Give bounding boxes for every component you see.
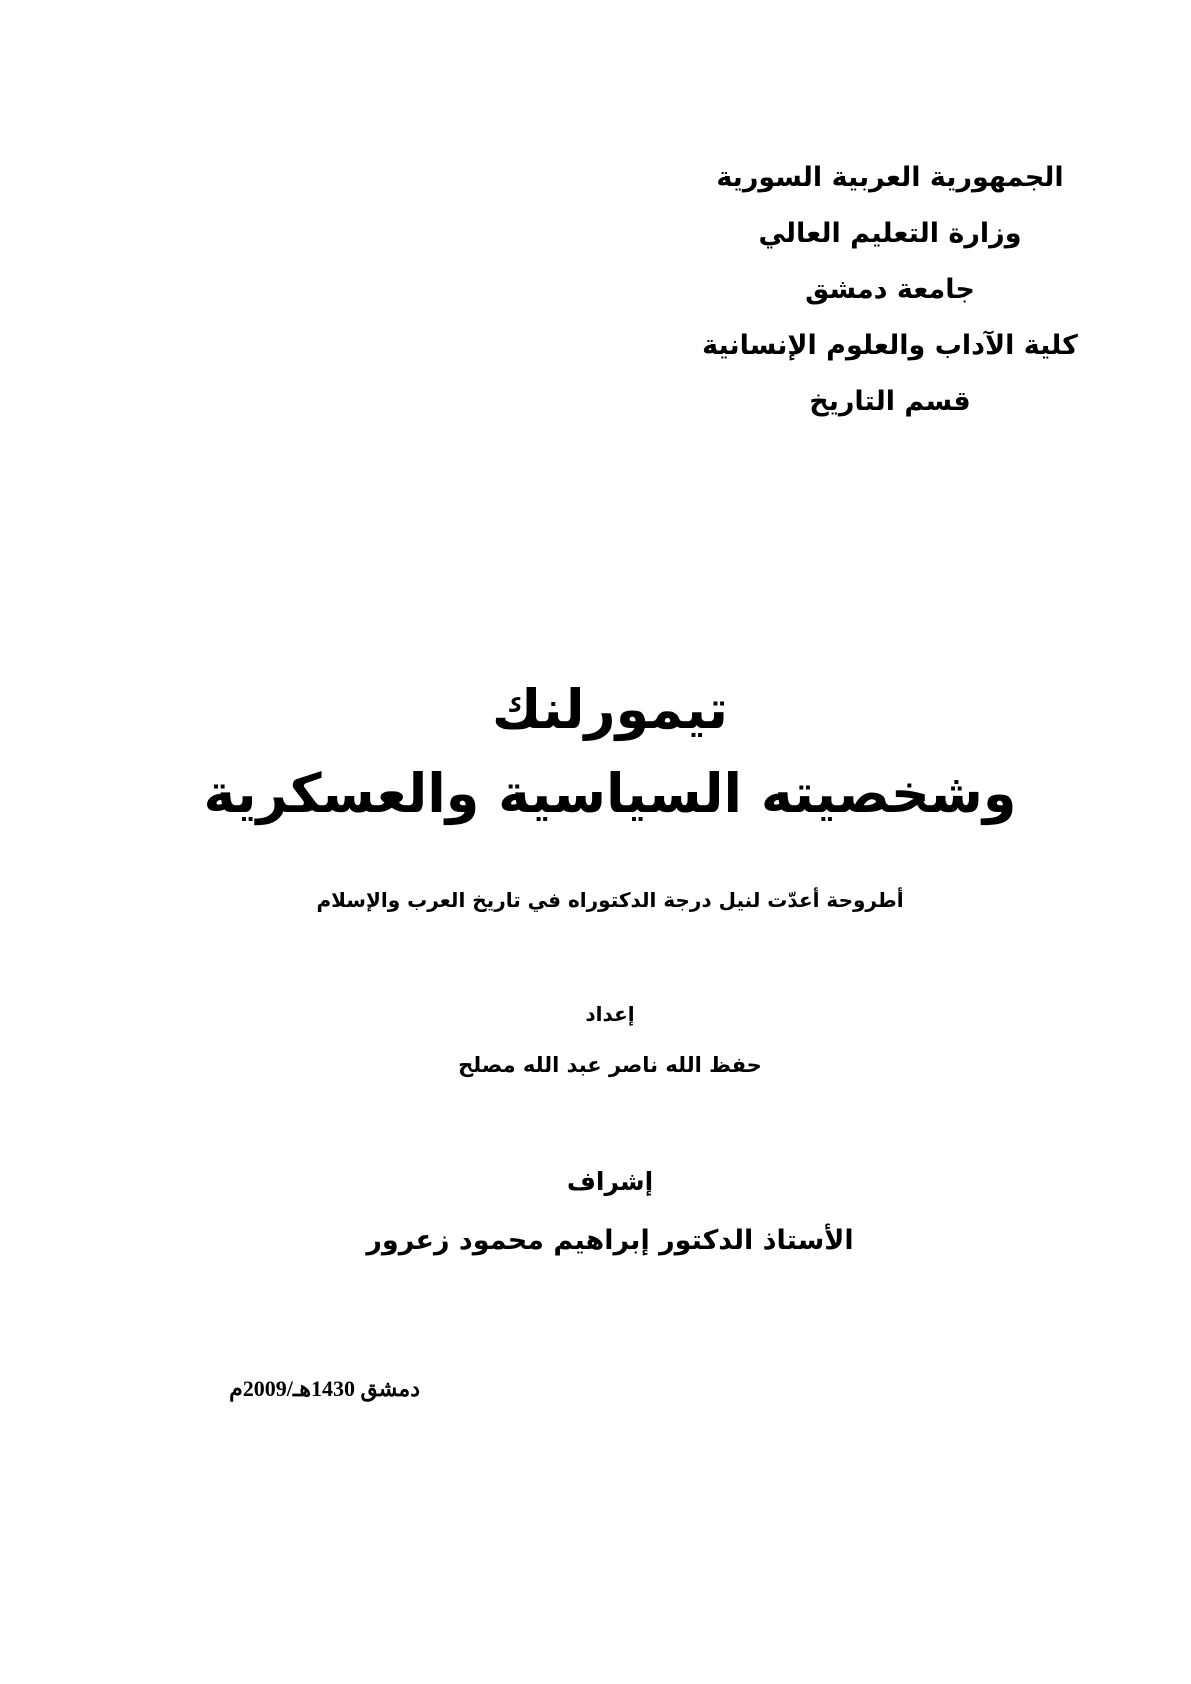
institution-header: [680, 150, 1100, 430]
thesis-title: [200, 668, 1020, 836]
author-name: حفظ الله ناصر عبد الله مصلح: [458, 1053, 762, 1077]
prepared-by-label: إعداد: [585, 1002, 635, 1026]
supervisor-name: الأستاذ الدكتور إبراهيم محمود زعرور: [366, 1225, 854, 1256]
university-line: جامعة دمشق: [805, 274, 975, 305]
place-and-date: دمشق 1430هـ/2009م: [229, 1376, 420, 1401]
thesis-purpose-note: أطروحة أعدّت لنيل درجة الدكتوراه في تاريخ العرب والإسلام: [316, 888, 904, 912]
faculty-line: كلية الآداب والعلوم الإنسانية: [702, 330, 1078, 361]
country-line: الجمهورية العربية السورية: [716, 162, 1064, 193]
department-line: قسم التاريخ: [809, 386, 971, 417]
ministry-line: وزارة التعليم العالي: [758, 218, 1022, 249]
supervision-label: إشراف: [566, 1167, 654, 1196]
title-subtitle: وشخصيته السياسية والعسكرية: [203, 762, 1017, 825]
title-main: تيمورلنك: [491, 678, 729, 741]
